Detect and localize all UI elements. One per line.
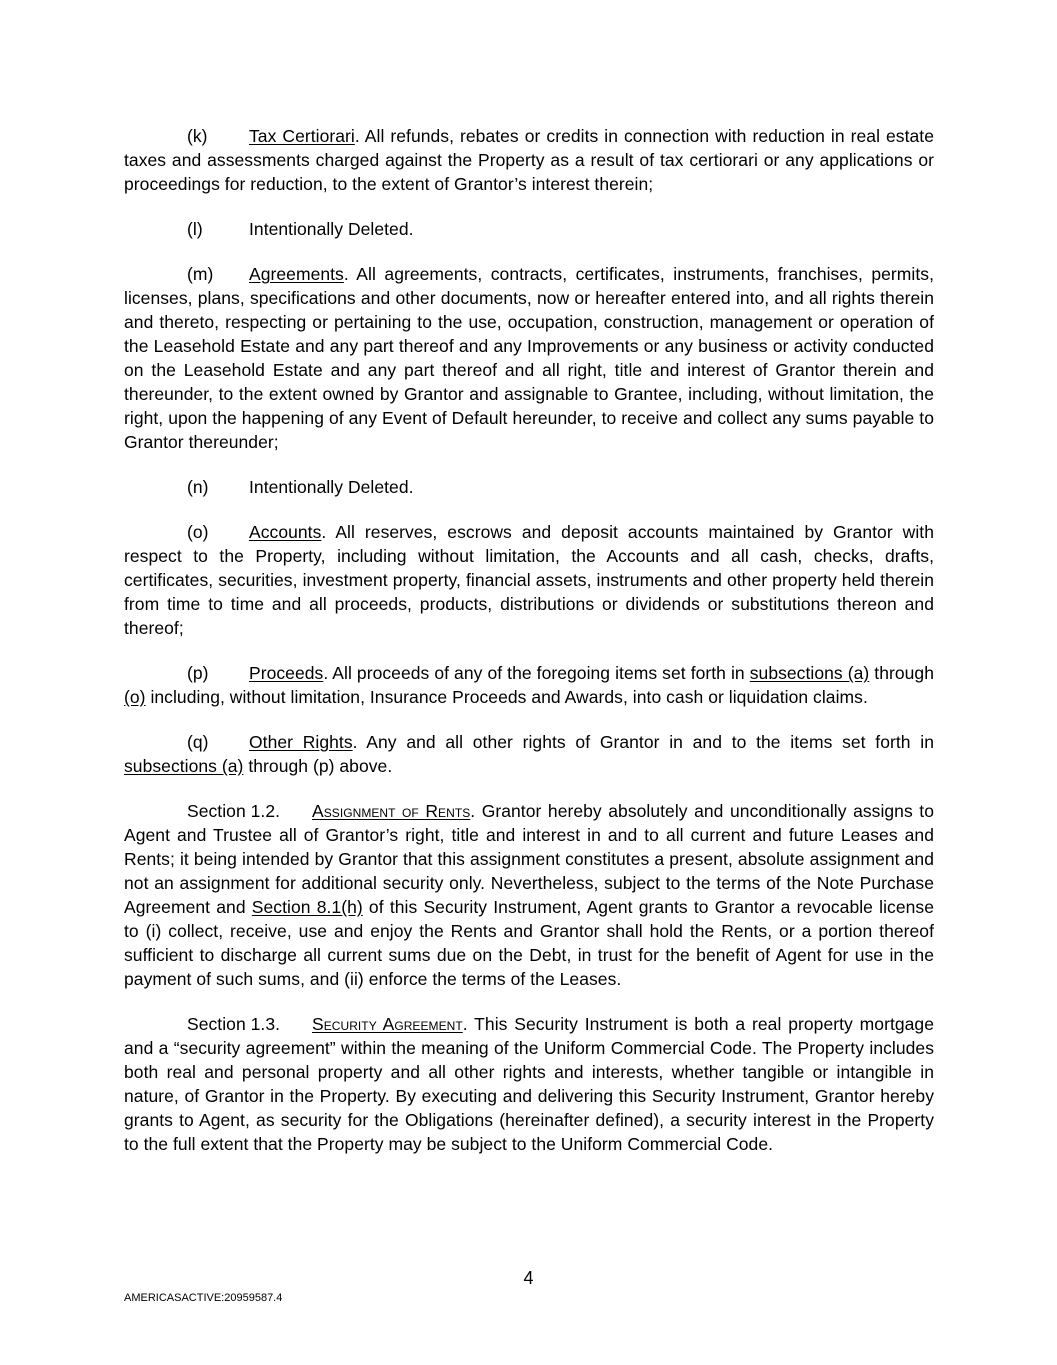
paragraph-heading: Proceeds	[249, 663, 324, 683]
section-text: . Grantor hereby absolutely and unconditionally assigns to Agent and Trustee all of Grantor’s right, title and interest in and to all current and future Leases and Rents; it being intended by Grantor that this assignment constitutes a present, absolute assignment and not an assignment for additional security only. Nevertheless, subject to the terms of the Note Purchase Agreement and	[124, 801, 934, 917]
paragraph-number: (k)	[187, 126, 208, 146]
paragraph-number: (q)	[187, 732, 209, 752]
paragraph-o	[124, 520, 934, 640]
paragraph-number: (l)	[187, 219, 203, 239]
paragraph-number: (n)	[187, 477, 209, 497]
paragraph-number: (m)	[187, 264, 214, 284]
section-heading: Assignment of Rents	[312, 801, 471, 821]
paragraph-text: . All refunds, rebates or credits in connection with reduction in real estate taxes and assessments charged against the Property as a result of tax certiorari or any applications or proceedings for reduction, to the extent of Grantor’s interest therein;	[124, 126, 934, 194]
page-number: 4	[523, 1268, 534, 1288]
paragraph-text: Intentionally Deleted.	[249, 219, 414, 239]
paragraph-number: (p)	[187, 663, 209, 683]
paragraph-text: . All proceeds of any of the foregoing items set forth in	[323, 663, 750, 683]
paragraph-q	[124, 730, 934, 778]
paragraph-m	[124, 262, 934, 454]
paragraph-p	[124, 661, 934, 709]
section-number: Section 1.3.	[187, 1014, 281, 1034]
paragraph-heading: Agreements	[249, 264, 344, 284]
paragraph-text: Intentionally Deleted.	[249, 477, 414, 497]
cross-reference: subsections (a)	[749, 663, 870, 683]
paragraph-n	[124, 475, 934, 499]
section-1-2	[124, 799, 934, 991]
paragraph-text: . All reserves, escrows and deposit accounts maintained by Grantor with respect to the Property, including without limitation, the Accounts and all cash, checks, drafts, certificates, securities, investment property, financial assets, instruments and other property held therein from time to time and all proceeds, products, distributions or dividends or substitutions thereon and thereof;	[124, 522, 934, 638]
paragraph-heading: Accounts	[249, 522, 322, 542]
paragraph-text: including, without limitation, Insurance Proceeds and Awards, into cash or liquidation claims.	[145, 687, 868, 707]
paragraph-text: . Any and all other rights of Grantor in and to the items set forth in	[352, 732, 934, 752]
cross-reference: (o)	[124, 687, 146, 707]
paragraph-number: (o)	[187, 522, 209, 542]
document-id: AMERICASACTIVE:20959587.4	[124, 1292, 283, 1304]
paragraph-text: through (p) above.	[243, 756, 393, 776]
section-number: Section 1.2.	[187, 801, 281, 821]
section-text: . This Security Instrument is both a real property mortgage and a “security agreement” within the meaning of the Uniform Commercial Code. The Property includes both real and personal property and all other rights and interests, whether tangible or intangible in nature, of Grantor in the Property. By executing and delivering this Security Instrument, Grantor hereby grants to Agent, as security for the Obligations (hereinafter defined), a security interest in the Property to the full extent that the Property may be subject to the Uniform Commercial Code.	[124, 1014, 934, 1154]
document-body	[124, 124, 934, 1177]
section-heading: Security Agreement	[312, 1014, 463, 1034]
paragraph-heading: Tax Certiorari	[249, 126, 355, 146]
paragraph-text: . All agreements, contracts, certificates, instruments, franchises, permits, licenses, plans, specifications and other documents, now or hereafter entered into, and all rights therein and thereto, respecting or pertaining to the use, occupation, construction, management or operation of the Leasehold Estate and any part thereof and any Improvements or any business or activity conducted on the Leasehold Estate and any part thereof and all right, title and interest of Grantor therein and thereunder, to the extent owned by Grantor and assignable to Grantee, including, without limitation, the right, upon the happening of any Event of Default hereunder, to receive and collect any sums payable to Grantor thereunder;	[124, 264, 934, 452]
cross-reference: subsections (a)	[124, 756, 244, 776]
paragraph-text: through	[869, 663, 934, 683]
paragraph-l	[124, 217, 934, 241]
section-text: of this Security Instrument, Agent grants to Grantor a revocable license to (i) collect, receive, use and enjoy the Rents and Grantor shall hold the Rents, or a portion thereof sufficient to discharge all current sums due on the Debt, in trust for the benefit of Agent for use in the payment of such sums, and (ii) enforce the terms of the Leases.	[124, 897, 934, 989]
section-1-3	[124, 1012, 934, 1156]
cross-reference: Section 8.1(h)	[251, 897, 363, 917]
paragraph-heading: Other Rights	[249, 732, 353, 752]
paragraph-k	[124, 124, 934, 196]
